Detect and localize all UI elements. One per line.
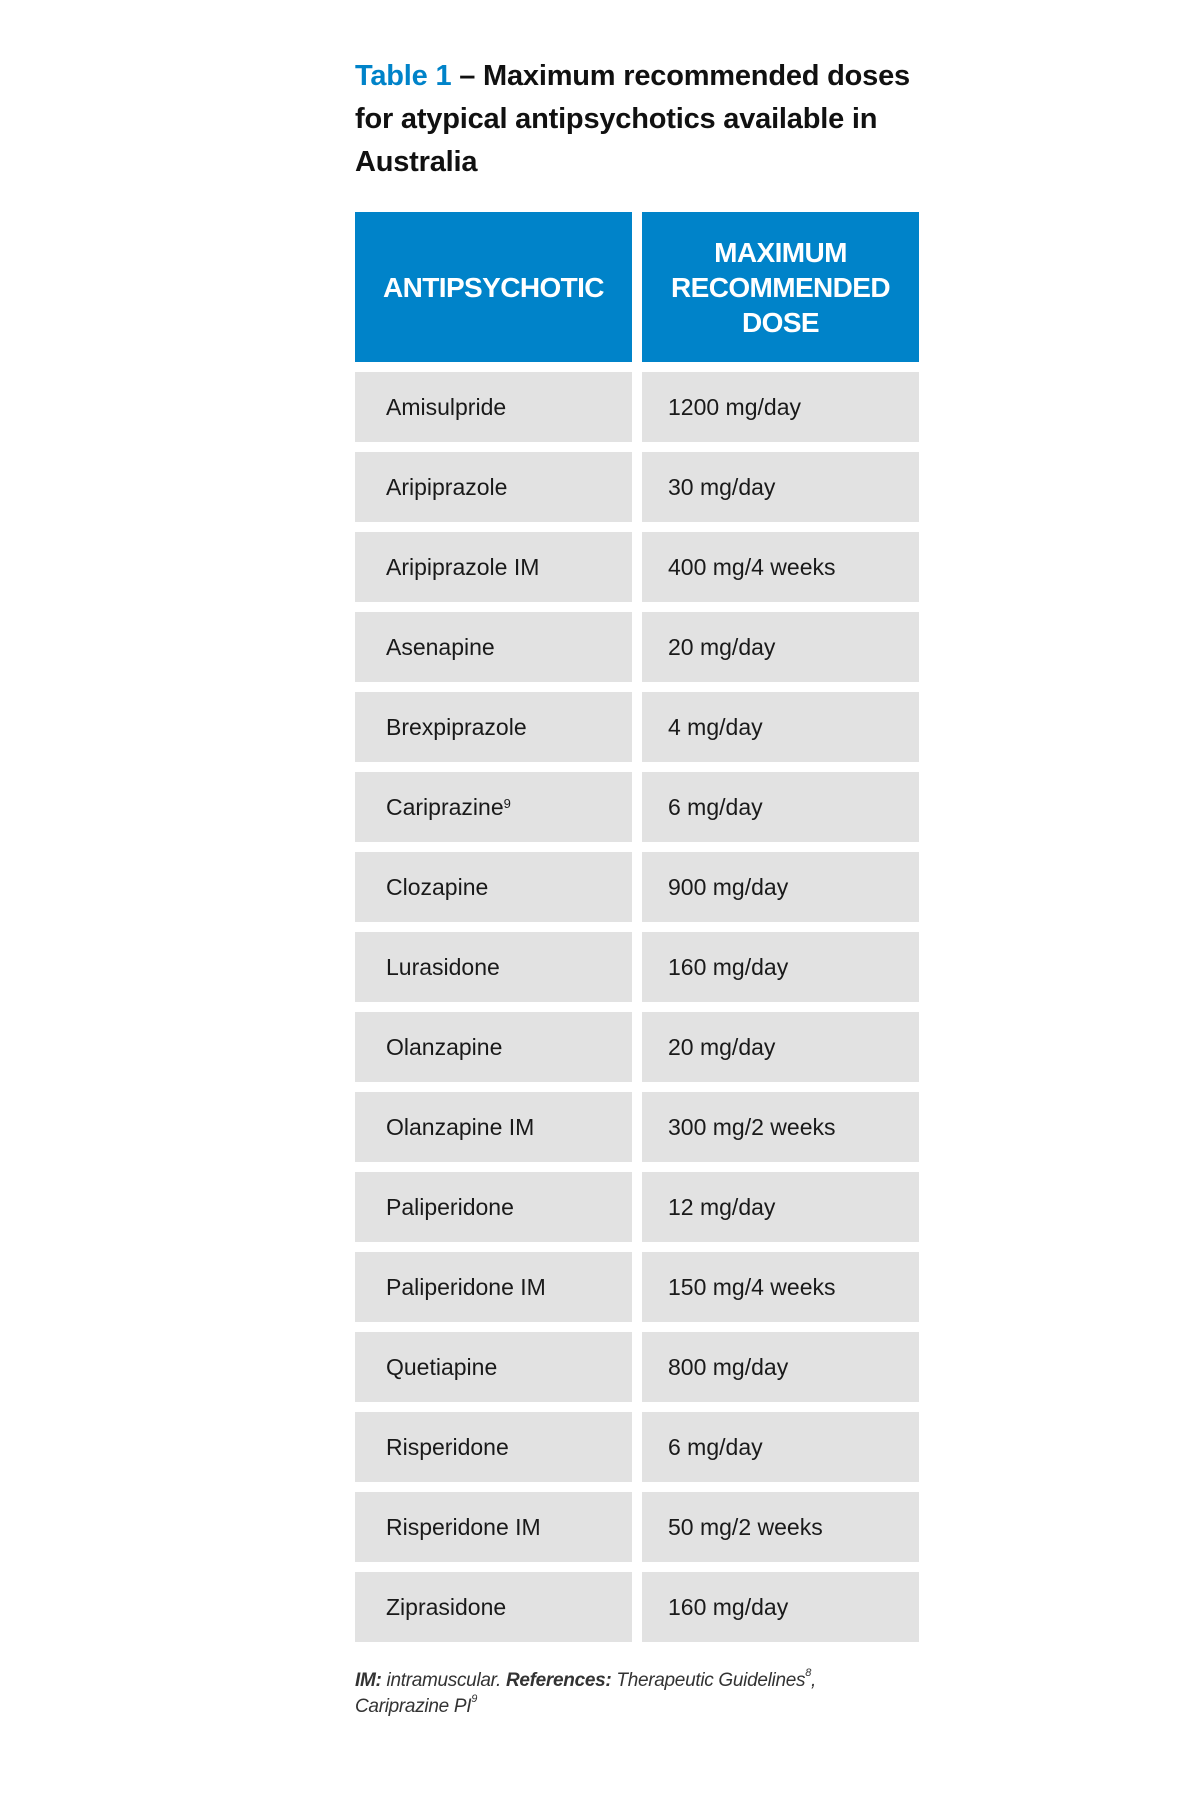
drug-name: Aripiprazole IM: [386, 553, 540, 580]
table-cell-dose: 160 mg/day: [642, 1572, 919, 1642]
drug-name: Risperidone: [386, 1433, 509, 1460]
footnote-abbr-text: intramuscular.: [386, 1670, 501, 1691]
table-cell-dose: 6 mg/day: [642, 772, 919, 842]
drug-name: Cariprazine: [386, 793, 504, 820]
table-cell-dose: 50 mg/2 weeks: [642, 1492, 919, 1562]
header-antipsychotic: ANTIPSYCHOTIC: [355, 212, 632, 362]
table-cell-drug: [355, 1252, 632, 1322]
table-cell-drug: [355, 1092, 632, 1162]
table-cell-drug: [355, 1012, 632, 1082]
drug-name: Aripiprazole: [386, 473, 508, 500]
table-cell-drug: Cariprazine $^9$: [355, 772, 632, 842]
table-cell-drug: [355, 852, 632, 922]
drug-name: Lurasidone: [386, 953, 500, 980]
drug-name: Olanzapine IM: [386, 1113, 535, 1140]
table-cell-drug: [355, 932, 632, 1002]
table-cell-dose: 20 mg/day: [642, 612, 919, 682]
table-number: Table 1: [355, 60, 452, 92]
table-cell-dose: 800 mg/day: [642, 1332, 919, 1402]
table-cell-dose: 300 mg/2 weeks: [642, 1092, 919, 1162]
footnote-abbr-label: IM:: [355, 1670, 382, 1691]
table-cell-dose: 400 mg/4 weeks: [642, 532, 919, 602]
footnote-sep: ,: [811, 1670, 817, 1691]
drug-name: Ziprasidone: [386, 1593, 507, 1620]
drug-name: Amisulpride: [386, 393, 507, 420]
footnote-ref-label: References:: [505, 1670, 612, 1691]
table-cell-drug: [355, 372, 632, 442]
table-cell-dose: 6 mg/day: [642, 1412, 919, 1482]
footnote-ref1-sup: 8: [805, 1666, 812, 1679]
drug-name: Risperidone IM: [386, 1513, 541, 1540]
table-cell-drug: [355, 612, 632, 682]
table-cell-dose: 12 mg/day: [642, 1172, 919, 1242]
drug-name: Brexpiprazole: [386, 713, 527, 740]
footnote-ref1: Therapeutic Guidelines: [616, 1670, 806, 1691]
table-cell-drug: [355, 1412, 632, 1482]
drug-name: Asenapine: [386, 633, 495, 660]
table-cell-dose: 160 mg/day: [642, 932, 919, 1002]
drug-name: Paliperidone: [386, 1193, 514, 1220]
footnote-ref2: Cariprazine PI: [355, 1696, 472, 1717]
table-title: [355, 55, 921, 184]
table-cell-drug: [355, 1492, 632, 1562]
table-cell-dose: 4 mg/day: [642, 692, 919, 762]
drug-name: Clozapine: [386, 873, 489, 900]
table-cell-dose: 1200 mg/day: [642, 372, 919, 442]
table-cell-dose: 900 mg/day: [642, 852, 919, 922]
table-cell-drug: [355, 692, 632, 762]
table-cell-drug: [355, 1332, 632, 1402]
footnote-ref2-sup: 9: [471, 1692, 478, 1705]
table-figure: [355, 55, 921, 1720]
table-cell-drug: [355, 1172, 632, 1242]
table-cell-dose: 20 mg/day: [642, 1012, 919, 1082]
table-cell-dose: 30 mg/day: [642, 452, 919, 522]
table-cell-drug: [355, 1572, 632, 1642]
table-caption: – Maximum recommended doses for atypical antipsychotics available in Australia: [355, 60, 910, 178]
footnote: [355, 1668, 921, 1720]
drug-name: Quetiapine: [386, 1353, 498, 1380]
table-cell-dose: 150 mg/4 weeks: [642, 1252, 919, 1322]
drug-name: Paliperidone IM: [386, 1273, 546, 1300]
header-max-dose: MAXIMUM RECOMMENDED DOSE: [642, 212, 919, 362]
table-cell-drug: [355, 532, 632, 602]
drug-name: Olanzapine: [386, 1033, 503, 1060]
dose-table: [355, 212, 921, 1642]
table-cell-drug: [355, 452, 632, 522]
